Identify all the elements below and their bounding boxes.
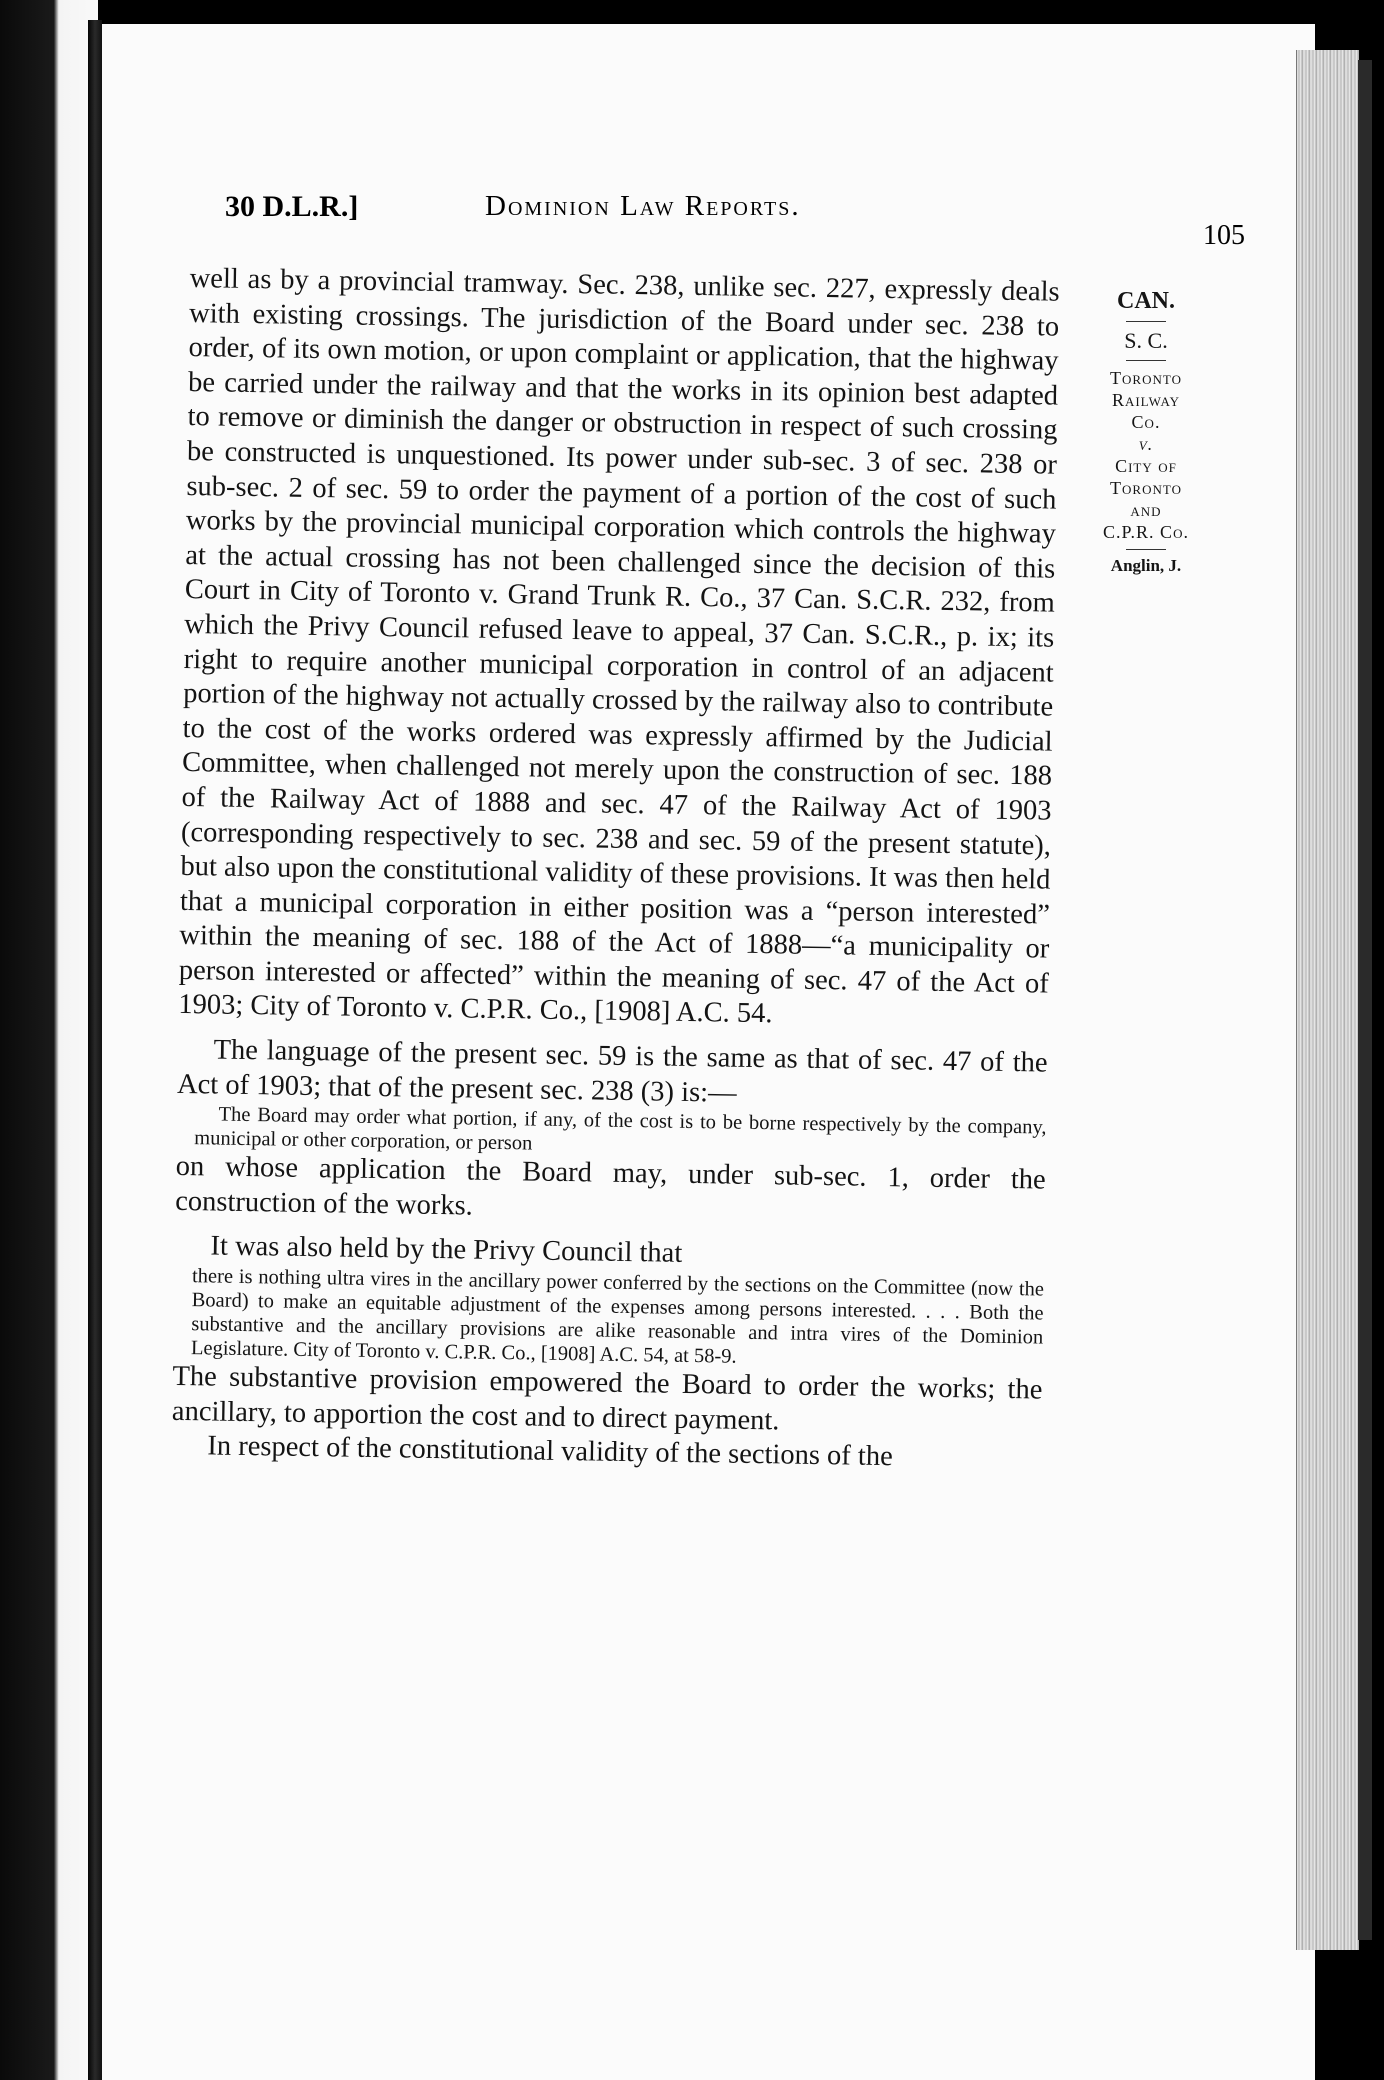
body-text bbox=[171, 262, 1060, 1477]
paragraph: well as by a provincial tramway. Sec. 238, unlike sec. 227, expressly deals with existing crossings. The jurisdiction of the Board under sec. 238 to order, of its own motion, or upon complaint or application, that the highway be carried under the railway and that the works in its opinion best adapted to remove or diminish the danger or obstruction in respect of such crossing be constructed is unquestioned. Its power under sub-sec. 3 of sec. 238 or sub-sec. 2 of sec. 59 to order the payment of a portion of the cost of such works by the provincial municipal corporation which controls the highway at the actual crossing has not been challenged since the decision of this Court in City of Toronto v. Grand Trunk R. Co., 37 Can. S.C.R. 232, from which the Privy Council refused leave to appeal, 37 Can. S.C.R., p. ix; its right to require another municipal corporation in control of an adjacent portion of the highway not actually crossed by the railway also to contribute to the cost of the works ordered was expressly affirmed by the Judicial Committee, when challenged not merely upon the construction of sec. 188 of the Railway Act of 1888 and sec. 47 of the Railway Act of 1903 (corresponding respectively to sec. 238 and sec. 59 of the present statute), but also upon the constitutional validity of these provisions. It was then held that a municipal corporation in either position was a “person interested” within the meaning of sec. 188 of the Act of 1888—“a municipality or person interested or affected” within the meaning of sec. 47 of the Act of 1903; City of Toronto v. C.P.R. Co., [1908] A.C. 54. bbox=[178, 262, 1060, 1030]
running-header bbox=[225, 190, 1245, 251]
case-line: Toronto bbox=[1110, 478, 1182, 498]
case-line: v. bbox=[1138, 434, 1154, 454]
divider bbox=[1126, 321, 1166, 322]
divider bbox=[1126, 549, 1166, 550]
volume-reference: 30 D.L.R.] bbox=[225, 190, 359, 223]
block-quote: there is nothing ultra vires in the ancillary power conferred by the sections on the Committee (now the Board) to make an equitable adjustment of the expenses among persons interested. . . . Both the substantive and the ancillary provisions are alike reasonable and intra vires of the Dominion Legislature. City of Toronto v. C.P.R. Co., [1908] A.C. 54, at 58-9. bbox=[190, 1265, 1045, 1368]
paragraph: on whose application the Board may, under sub-sec. 1, order the construction of the works. bbox=[175, 1151, 1046, 1222]
division-label: S. C. bbox=[1124, 328, 1168, 353]
paragraph: It was also held by the Privy Council that bbox=[210, 1230, 683, 1270]
case-line: Toronto bbox=[1110, 368, 1182, 388]
judge-name: Anglin, J. bbox=[1110, 556, 1182, 575]
publication-title: Dominion Law Reports. bbox=[485, 190, 801, 222]
case-line: City of bbox=[1115, 456, 1177, 476]
case-line: C.P.R. Co. bbox=[1103, 522, 1189, 542]
margin-note bbox=[1076, 288, 1216, 576]
left-page-edge bbox=[0, 0, 98, 2080]
case-line: and bbox=[1130, 500, 1162, 520]
case-line: Railway bbox=[1111, 390, 1181, 410]
case-name bbox=[1076, 367, 1216, 543]
block-quote: The Board may order what portion, if any, of the cost is to be borne respectively by the company, municipal or other corporation, or person bbox=[194, 1103, 1047, 1155]
divider bbox=[1126, 360, 1166, 361]
paragraph: In respect of the constitutional validity of the sections of the bbox=[207, 1430, 893, 1473]
paragraph: The language of the present sec. 59 is the same as that of sec. 47 of the Act of 1903; that of the present sec. 238 (3) is:— bbox=[176, 1034, 1048, 1109]
page-edges bbox=[1296, 50, 1359, 1950]
book-cover-edge bbox=[1358, 60, 1372, 1940]
book-gutter bbox=[88, 20, 102, 2080]
page-number: 105 bbox=[1203, 220, 1245, 251]
paragraph: The substantive provision empowered the Board to order the works; the ancillary, to apportion the cost and to direct payment. bbox=[171, 1360, 1043, 1437]
case-line: Co. bbox=[1131, 412, 1161, 432]
court-label: CAN. bbox=[1117, 288, 1175, 314]
